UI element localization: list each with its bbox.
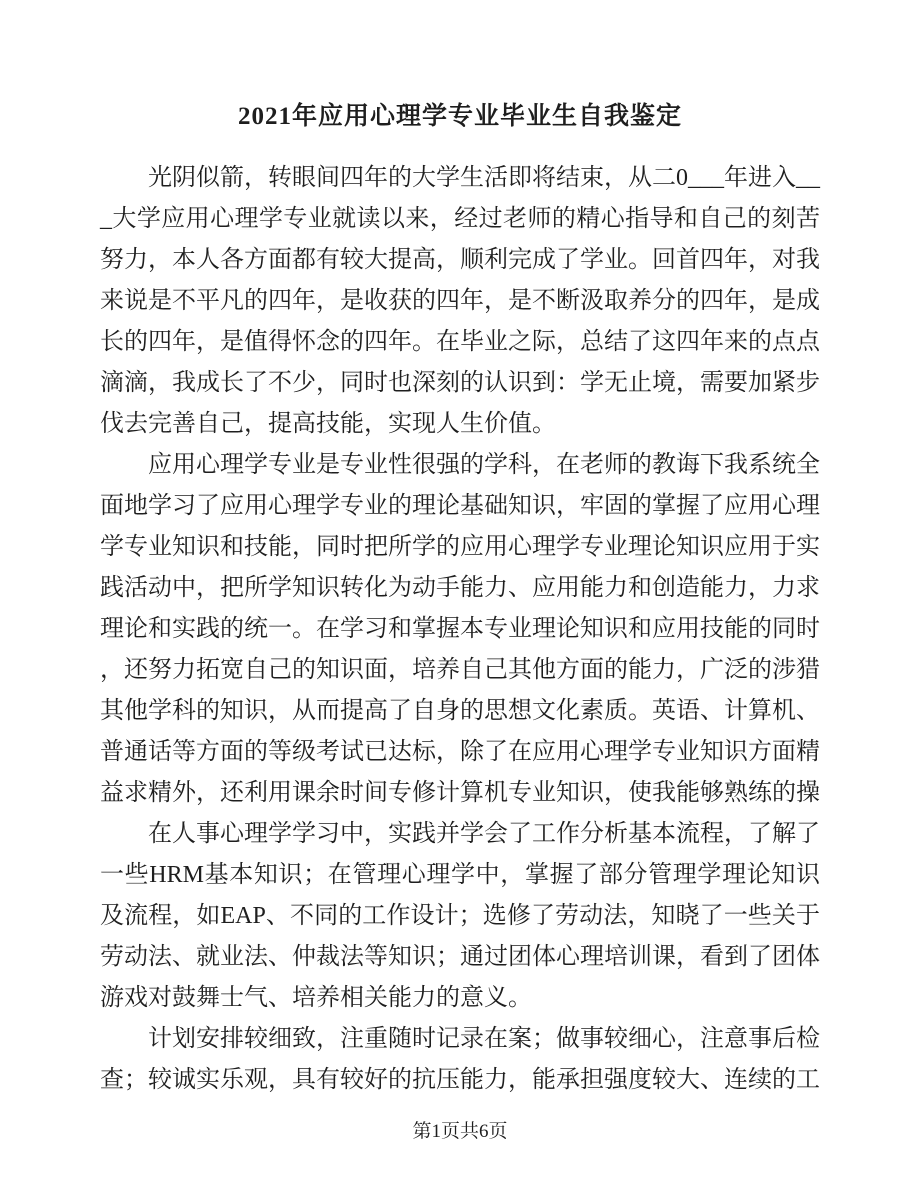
page-footer <box>0 1121 920 1143</box>
page-number-label: 第1页共6页 <box>412 1121 508 1142</box>
document-title: 2021年应用心理学专业毕业生自我鉴定 <box>237 103 682 130</box>
paragraph-1: 光阴似箭，转眼间四年的大学生活即将结束，从二0___年进入___大学应用心理学专业就读以来，经过老师的精心指导和自己的刻苦努力，本人各方面都有较大提高，顺利完成了学业。回首四年，对我来说是不平凡的四年，是收获的四年，是不断汲取养分的四年，是成长的四年，是值得怀念的四年。在毕业之际，总结了这四年来的点点滴滴，我成长了不少，同时也深刻的认识到：学无止境，需要加紧步伐去完善自己，提高技能，实现人生价值。 <box>100 165 820 437</box>
paragraph-2: 应用心理学专业是专业性很强的学科，在老师的教诲下我系统全面地学习了应用心理学专业的理论基础知识，牢固的掌握了应用心理学专业知识和技能，同时把所学的应用心理学专业理论知识应用于实践活动中，把所学知识转化为动手能力、应用能力和创造能力，力求理论和实践的统一。在学习和掌握本专业理论知识和应用技能的同时，还努力拓宽自己的知识面，培养自己其他方面的能力，广泛的涉猎其他学科的知识，从而提高了自身的思想文化素质。英语、计算机、普通话等方面的等级考试已达标，除了在应用心理学专业知识方面精益求精外，还利用课余时间专修计算机专业知识，使我能够熟练的操 <box>100 452 820 806</box>
document-body <box>100 158 820 1101</box>
paragraph-4: 计划安排较细致，注重随时记录在案；做事较细心，注意事后检查；较诚实乐观，具有较好的抗压能力，能承担强度较大、连续的工 <box>100 1026 820 1093</box>
paragraph-3: 在人事心理学学习中，实践并学会了工作分析基本流程，了解了一些HRM基本知识；在管理心理学中，掌握了部分管理学理论知识及流程，如EAP、不同的工作设计；选修了劳动法，知晓了一些关于劳动法、就业法、仲裁法等知识；通过团体心理培训课，看到了团体游戏对鼓舞士气、培养相关能力的意义。 <box>100 821 820 1011</box>
